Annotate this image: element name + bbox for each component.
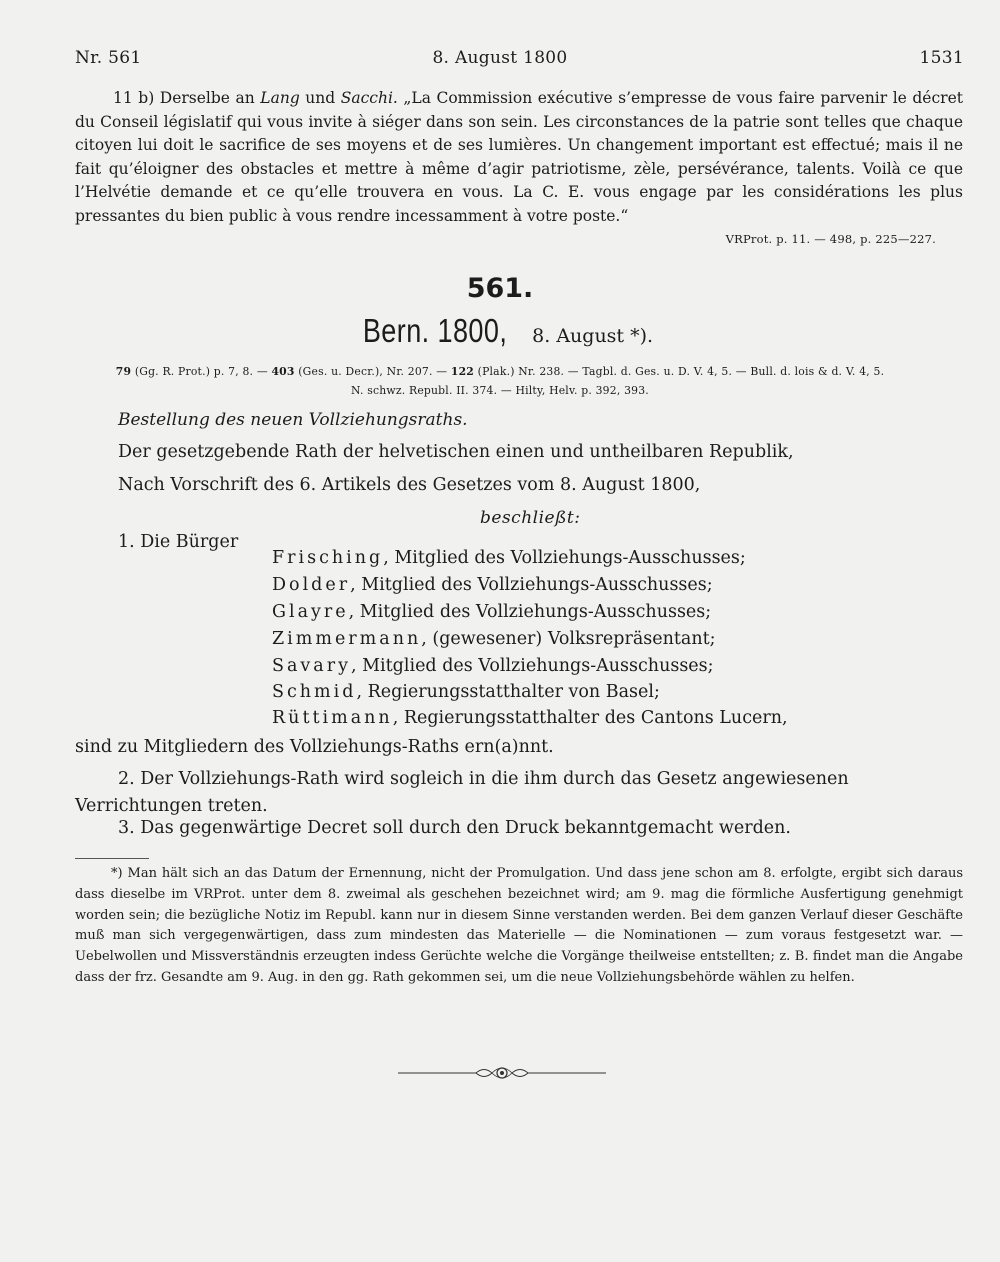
member-name: Frisching [272,548,384,568]
footnote-text: *) Man hält sich an das Datum der Ernennung, nicht der Promulgation. Und dass jene schon am 8. erfolgte, ergibt sich daraus dass dieselbe im VRProt. unter dem 8. zweimal als geschehen bezeichnet wird; am 9. mag die förmliche Ausfertigung genehmigt worden sein; die bezügliche Notiz im Republ. kann nur in diesem Sinne verstanden werden. Bei dem ganzen Verlauf dieser Geschäfte muß man sich vergegenwärtigen, dass zum mindesten das Materielle — die Nominationen — zum voraus festgesetzt war. — Uebelwollen und Missverständnis erzeugten indess Gerüchte welche die Vorgänge theilweise entstellten; z. B. findet man die Angabe dass der frz. Gesandte am 9. Aug. in den gg. Rath gekommen sei, um die neue Vollziehungsbehörde wählen zu helfen. [75,866,963,985]
intro-paragraph [75,87,963,229]
member-role: , Regierungsstatthalter von Basel; [356,682,660,702]
member-role: , Regierungsstatthalter des Cantons Lucern, [392,708,788,728]
article-2: 2. Der Vollziehungs-Rath wird sogleich in die ihm durch das Gesetz angewiesenen Verrichtungen treten. [75,769,849,816]
member-line [272,656,714,676]
member-role: , Mitglied des Vollziehungs-Ausschusses; [350,575,713,595]
member-name: Zimmermann [272,629,422,649]
page-header-number: Nr. 561 [75,48,142,68]
member-role: , Mitglied des Vollziehungs-Ausschusses; [383,548,746,568]
intro-und: und [305,89,336,107]
end-ornament-icon [398,1064,606,1082]
article-3: 3. Das gegenwärtige Decret soll durch den Druck bekanntgemacht werden. [118,818,791,838]
decree-dateline [0,312,1000,350]
article-1-tail: sind zu Mitgliedern des Vollziehungs-Raths ern(a)nnt. [75,737,554,757]
source-ref-403: 403 [271,365,295,378]
member-line [272,602,711,622]
decree-preamble-rath: Der gesetzgebende Rath der helvetischen einen und untheilbaren Republik, [118,442,794,462]
member-name: Schmid [272,682,357,702]
member-role: , (gewesener) Volksrepräsentant; [421,629,716,649]
source-ref-79: 79 [115,365,132,378]
decree-preamble-nach: Nach Vorschrift des 6. Artikels des Gesetzes vom 8. August 1800, [118,475,701,495]
decree-subject: Bestellung des neuen Vollziehungsraths. [118,410,468,430]
footnote-rule [75,858,149,859]
page-header-date: 8. August 1800 [432,48,568,68]
intro-name-sacchi: Sacchi. [340,89,398,107]
intro-name-lang: Lang [260,89,300,107]
member-line [272,548,746,568]
sources-line-2: N. schwz. Republ. II. 374. — Hilty, Helv. p. 392, 393. [351,384,649,397]
member-role: , Mitglied des Vollziehungs-Ausschusses; [351,656,714,676]
member-line [272,708,788,728]
decree-date: 8. August *). [532,325,654,347]
member-line [272,682,660,702]
page-number: 1531 [919,48,964,68]
member-line [272,629,716,649]
source-text-b: (Ges. u. Decr.), Nr. 207. — [298,365,448,378]
member-name: Rüttimann [272,708,393,728]
sources-line-1 [0,365,1000,378]
decree-number: 561. [466,273,534,304]
member-name: Savary [272,656,351,676]
intro-lead: 11 b) Derselbe an [113,89,255,107]
member-line [272,575,713,595]
decree-place-year: Bern. 1800, [362,312,508,349]
source-ref-122: 122 [450,365,475,378]
article-1-lead: 1. Die Bürger [118,532,239,552]
intro-reference: VRProt. p. 11. — 498, p. 225—227. [725,232,936,246]
member-role: , Mitglied des Vollziehungs-Ausschusses; [348,602,712,622]
decree-beschliesst: beschließt: [480,508,581,528]
member-name: Glayre [272,602,349,622]
source-text-a: (Gg. R. Prot.) p. 7, 8. — [134,365,268,378]
source-text-c: (Plak.) Nr. 238. — Tagbl. d. Ges. u. D. V. 4, 5. — Bull. d. lois & d. V. 4, 5. [477,365,885,378]
member-name: Dolder [272,575,351,595]
footnote [75,864,963,989]
intro-quote: „La Commission exécutive s’empresse de vous faire parvenir le décret du Conseil législatif qui vous invite à siéger dans son sein. Les circonstances de la patrie sont telles que chaque citoyen lui doit le sacrifice de ses moyens et de ses lumières. Un changement important est effectué; mais il ne fait qu’éloigner des obstacles et mettre à même d’agir patriotisme, zèle, persévérance, talents. Voilà ce que l’Helvétie demande et ce qu’elle trouvera en vous. La C. E. vous engage par les considérations les plus pressantes du bien public à vous rendre incessamment à votre poste.“ [75,89,963,225]
